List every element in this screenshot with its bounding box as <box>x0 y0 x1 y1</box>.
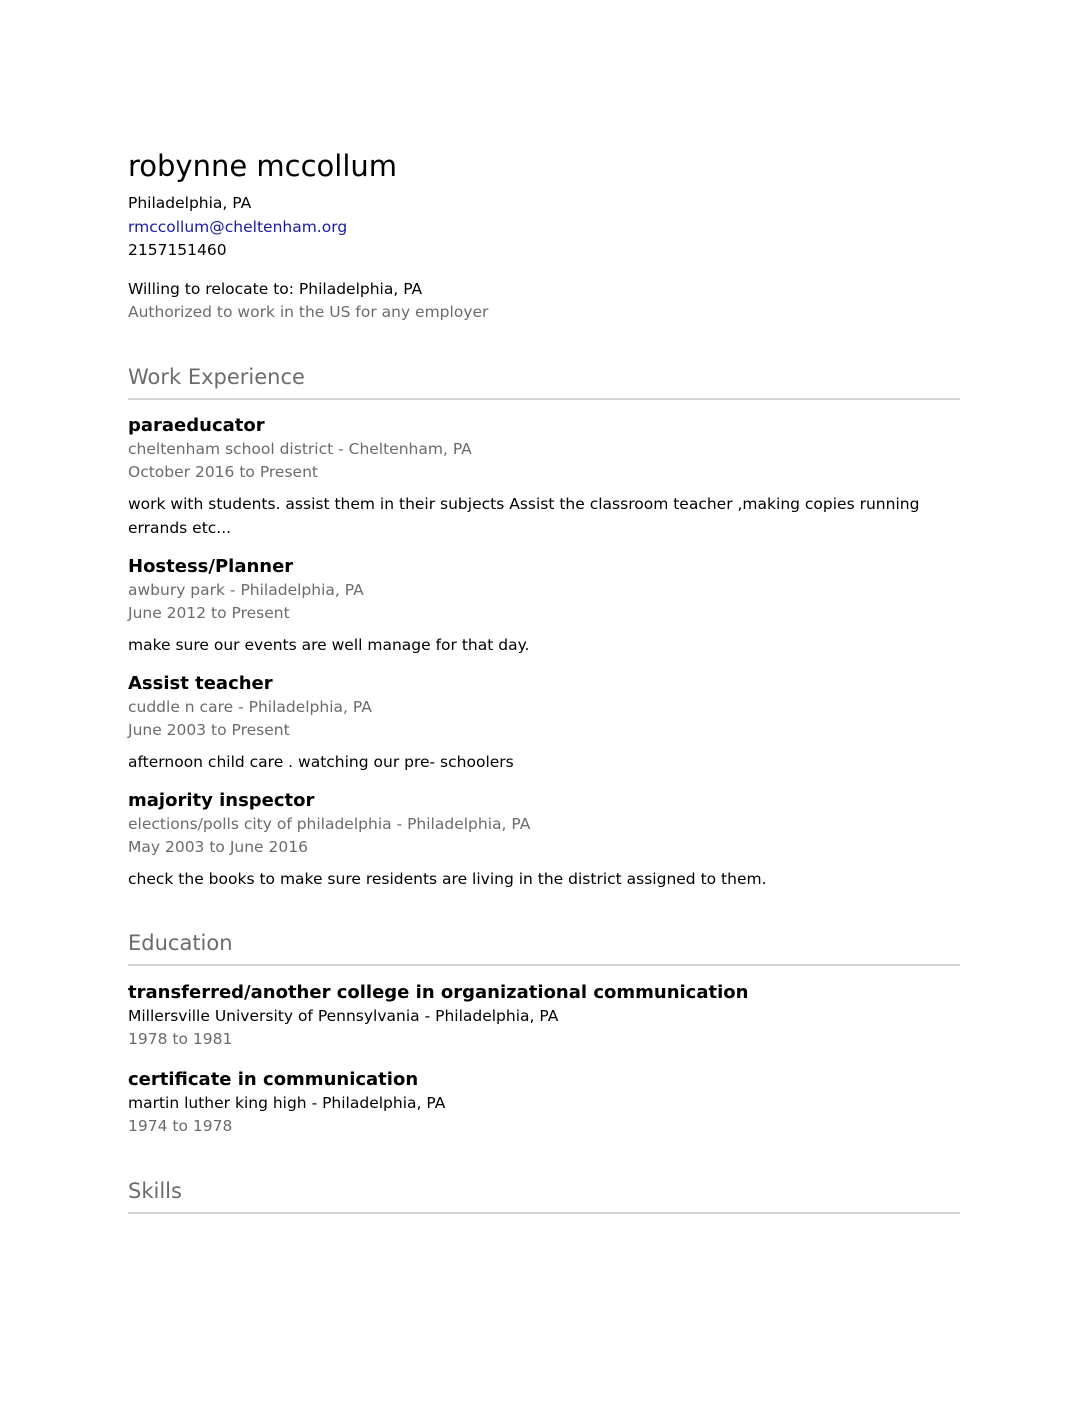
education-dates: 1978 to 1981 <box>128 1030 233 1048</box>
candidate-phone: 2157151460 <box>128 241 227 259</box>
job-entry <box>128 414 960 540</box>
skills-heading: Skills <box>128 1177 960 1214</box>
job-location: Philadelphia, PA <box>248 697 372 716</box>
job-company: cuddle n care <box>128 697 234 716</box>
degree-title: certificate in communication <box>128 1068 419 1090</box>
job-separator: - <box>333 439 349 458</box>
job-employer <box>128 438 960 462</box>
job-description: work with students. assist them in their subjects Assist the classroom teacher ,making copies running errands etc... <box>128 494 920 537</box>
job-location: Philadelphia, PA <box>240 580 364 599</box>
candidate-location: Philadelphia, PA <box>128 194 252 212</box>
school-name: martin luther king high - Philadelphia, PA <box>128 1093 446 1112</box>
job-separator: - <box>233 697 249 716</box>
job-employer <box>128 813 960 837</box>
education-entry <box>128 1068 960 1139</box>
education-dates: 1974 to 1978 <box>128 1117 233 1135</box>
job-location: Cheltenham, PA <box>348 439 472 458</box>
job-dates: June 2012 to Present <box>128 604 290 622</box>
degree-title: transferred/another college in organizational communication <box>128 981 749 1003</box>
job-dates: May 2003 to June 2016 <box>128 838 308 856</box>
job-title: majority inspector <box>128 789 315 811</box>
job-separator: - <box>391 814 408 833</box>
job-description: check the books to make sure residents are living in the district assigned to them. <box>128 869 767 888</box>
job-title: paraeducator <box>128 414 265 436</box>
job-title: Hostess/Planner <box>128 555 294 577</box>
job-separator: - <box>225 580 241 599</box>
school-name: Millersville University of Pennsylvania - Philadelphia, PA <box>128 1006 559 1025</box>
job-entry <box>128 789 960 891</box>
work-authorization: Authorized to work in the US for any employer <box>128 303 489 321</box>
candidate-email-link[interactable]: rmccollum@cheltenham.org <box>128 217 348 236</box>
job-company: elections/polls city of philadelphia <box>128 814 392 833</box>
job-description: afternoon child care . watching our pre- schoolers <box>128 752 514 771</box>
candidate-name: robynne mccollum <box>128 149 398 183</box>
job-entry <box>128 555 960 657</box>
job-company: awbury park <box>128 580 225 599</box>
job-title: Assist teacher <box>128 672 273 694</box>
job-location: Philadelphia, PA <box>407 814 531 833</box>
job-dates: October 2016 to Present <box>128 463 318 481</box>
work-experience-heading: Work Experience <box>128 363 960 400</box>
job-entry <box>128 672 960 774</box>
job-employer <box>128 696 960 720</box>
job-dates: June 2003 to Present <box>128 721 290 739</box>
relocation-note: Willing to relocate to: Philadelphia, PA <box>128 279 423 298</box>
job-description: make sure our events are well manage for that day. <box>128 635 530 654</box>
education-entry <box>128 981 960 1052</box>
job-employer <box>128 579 960 603</box>
education-heading: Education <box>128 929 960 966</box>
job-company: cheltenham school district <box>128 439 334 458</box>
resume-page <box>128 148 960 1214</box>
